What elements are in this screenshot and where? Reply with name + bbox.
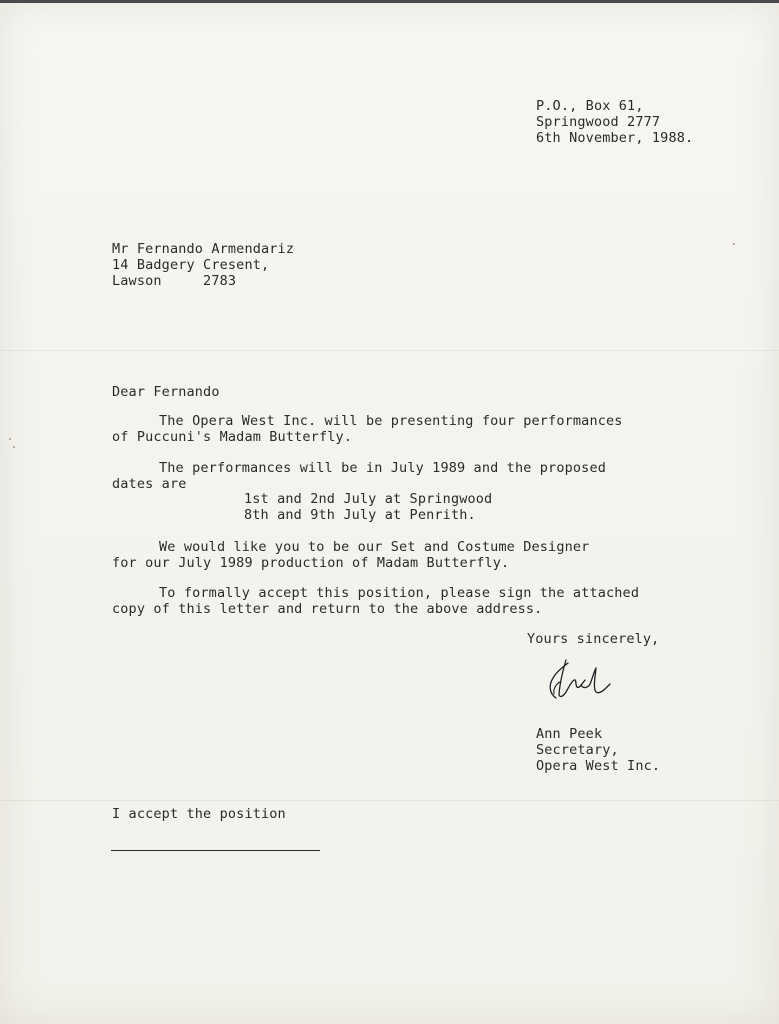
page-top-edge <box>0 0 779 3</box>
paragraph-line: We would like you to be our Set and Costume Designer <box>159 539 590 555</box>
paper-speck <box>13 446 15 448</box>
fold-crease <box>0 800 779 801</box>
sender-address <box>536 98 693 146</box>
paragraph-4 <box>112 585 639 617</box>
paper-speck <box>9 438 11 440</box>
paragraph-line: of Puccuni's Madam Butterfly. <box>112 429 353 445</box>
handwritten-signature <box>544 654 616 702</box>
performance-date-line: 1st and 2nd July at Springwood <box>244 491 493 507</box>
signatory-name: Ann Peek <box>536 726 603 742</box>
salutation <box>112 384 220 400</box>
recipient-street: 14 Badgery Cresent, <box>112 257 270 273</box>
closing-text: Yours sincerely, <box>527 631 660 647</box>
paragraph-line: dates are <box>112 476 187 492</box>
signatory-block <box>536 726 660 774</box>
recipient-town: Lawson 2783 <box>112 273 237 289</box>
performance-date-line: 8th and 9th July at Penrith. <box>244 507 476 523</box>
signatory-organisation: Opera West Inc. <box>536 758 661 774</box>
paragraph-line: copy of this letter and return to the above address. <box>112 601 543 617</box>
signatory-title: Secretary, <box>536 742 619 758</box>
complimentary-close <box>527 631 659 647</box>
acceptance-statement <box>112 806 286 822</box>
letter-date: 6th November, 1988. <box>536 130 694 146</box>
paragraph-line: for our July 1989 production of Madam Butterfly. <box>112 555 510 571</box>
paragraph-line: The Opera West Inc. will be presenting four performances <box>159 413 623 429</box>
recipient-name: Mr Fernando Armendariz <box>112 241 295 257</box>
acceptance-text: I accept the position <box>112 806 286 822</box>
signature-line <box>111 850 320 851</box>
paragraph-3 <box>112 539 589 571</box>
recipient-address <box>112 241 294 289</box>
salutation-text: Dear Fernando <box>112 384 220 400</box>
paragraph-1 <box>112 413 623 445</box>
paragraph-2 <box>112 460 606 492</box>
performance-dates <box>244 491 492 523</box>
paper-speck <box>733 243 735 245</box>
paragraph-line: To formally accept this position, please sign the attached <box>159 585 640 601</box>
paragraph-line: The performances will be in July 1989 and the proposed <box>159 460 606 476</box>
fold-crease <box>0 350 779 351</box>
sender-address-line: Springwood 2777 <box>536 114 661 130</box>
sender-address-line: P.O., Box 61, <box>536 98 644 114</box>
